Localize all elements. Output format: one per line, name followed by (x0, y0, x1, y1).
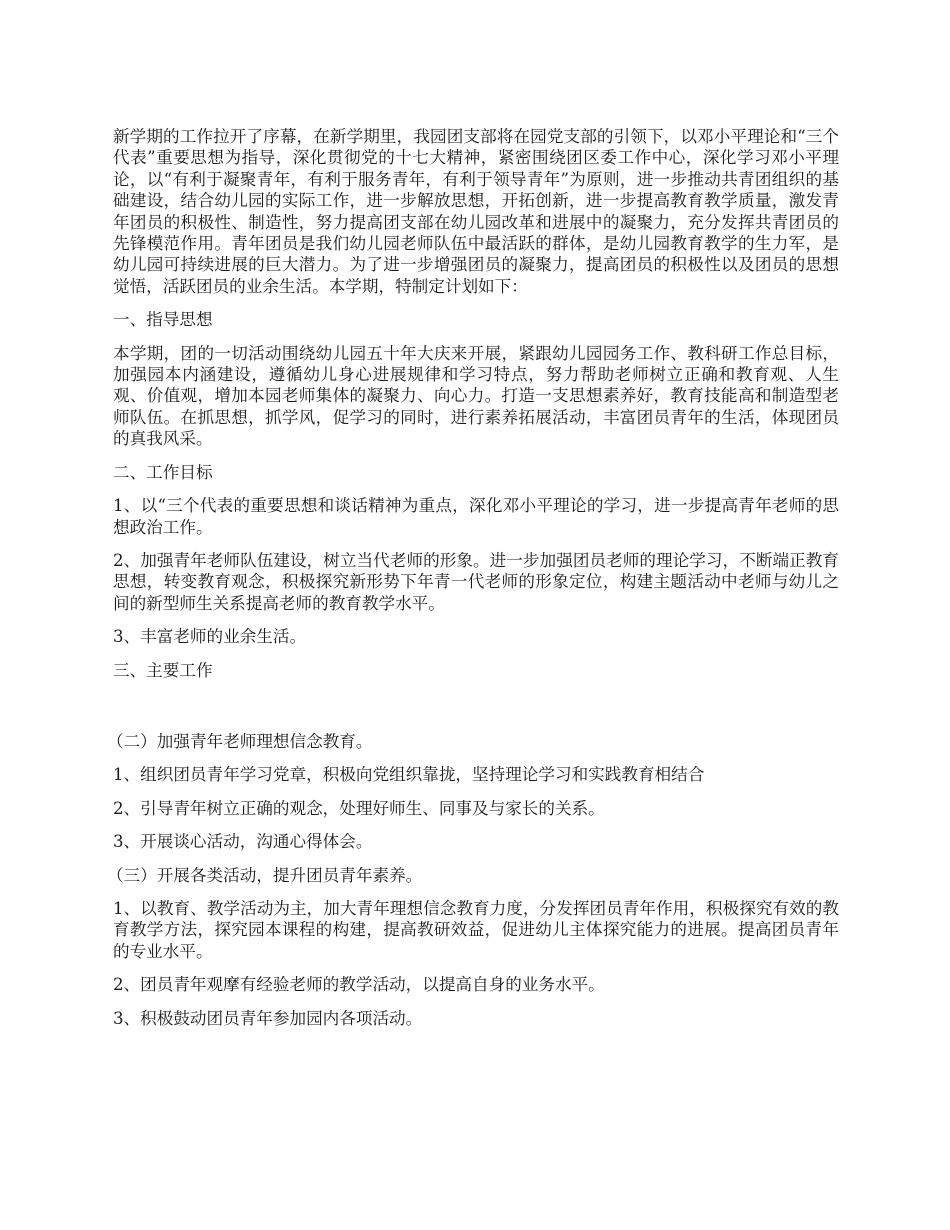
subsection-3-item-2: 2、团员青年观摩有经验老师的教学活动，以提高自身的业务水平。 (113, 975, 605, 995)
section-work-goals-heading: 二、工作目标 (113, 462, 213, 482)
work-goal-2: 2、加强青年老师队伍建设，树立当代老师的形象。进一步加强团员老师的理论学习，不断端正教育思想，转变教育观念，积极探究新形势下年青一代老师的形象定位，构建主题活动中老师与幼儿之间的新型师生关系提高老师的教育教学水平。 (113, 550, 839, 613)
subsection-2-heading: （二）加强青年老师理想信念教育。 (107, 731, 373, 751)
work-goal-1: 1、以“三个代表的重要思想和谈话精神为重点，深化邓小平理论的学习，进一步提高青年老师的思想政治工作。 (113, 496, 839, 537)
subsection-3-heading: （三）开展各类活动，提升团员青年素养。 (107, 865, 423, 885)
subsection-2-item-3: 3、开展谈心活动，沟通心得体会。 (113, 832, 373, 852)
section-main-work-heading: 三、主要工作 (113, 660, 213, 680)
section-guiding-ideology-heading: 一、指导思想 (113, 310, 213, 330)
document-page (107, 126, 839, 1041)
subsection-3-item-3: 3、积极鼓动团员青年参加园内各项活动。 (113, 1008, 423, 1028)
subsection-2-item-2: 2、引导青年树立正确的观念，处理好师生、同事及与家长的关系。 (113, 798, 605, 818)
intro-paragraph: 新学期的工作拉开了序幕，在新学期里，我园团支部将在园党支部的引领下，以邓小平理论和“三个代表”重要思想为指导，深化贯彻党的十七大精神，紧密围绕团区委工作中心，深化学习邓小平理论，以“有利于凝聚青年，有利于服务青年，有利于领导青年”为原则，进一步推动共青团组织的基础建设，结合幼儿园的实际工作，进一步解放思想，开拓创新，进一步提高教育教学质量，激发青年团员的积极性、制造性，努力提高团支部在幼儿园改革和进展中的凝聚力，充分发挥共青团员的先锋模范作用。青年团员是我们幼儿园老师队伍中最活跃的群体，是幼儿园教育教学的生力军，是幼儿园可持续进展的巨大潜力。为了进一步增强团员的凝聚力，提高团员的积极性以及团员的思想觉悟，活跃团员的业余生活。本学期，特制定计划如下： (113, 127, 839, 296)
work-goal-3: 3、丰富老师的业余生活。 (113, 627, 307, 647)
subsection-3-item-1: 1、以教育、教学活动为主，加大青年理想信念教育力度，分发挥团员青年作用，积极探究有效的教育教学方法，探究园本课程的构建，提高教研效益，促进幼儿主体探究能力的进展。提高团员青年的专业水平。 (113, 898, 839, 961)
blank-gap (113, 693, 839, 731)
subsection-2-item-1: 1、组织团员青年学习党章，积极向党组织靠拢，坚持理论学习和实践教育相结合 (113, 765, 705, 785)
guiding-ideology-paragraph: 本学期，团的一切活动围绕幼儿园五十年大庆来开展，紧跟幼儿园园务工作、教科研工作总目标，加强园本内涵建设，遵循幼儿身心进展规律和学习特点，努力帮助老师树立正确和教育观、人生观、价值观，增加本园老师集体的凝聚力、向心力。打造一支思想素养好，教育技能高和制造型老师队伍。在抓思想，抓学风，促学习的同时，进行素养拓展活动，丰富团员青年的生活，体现团员的真我风采。 (113, 343, 839, 449)
